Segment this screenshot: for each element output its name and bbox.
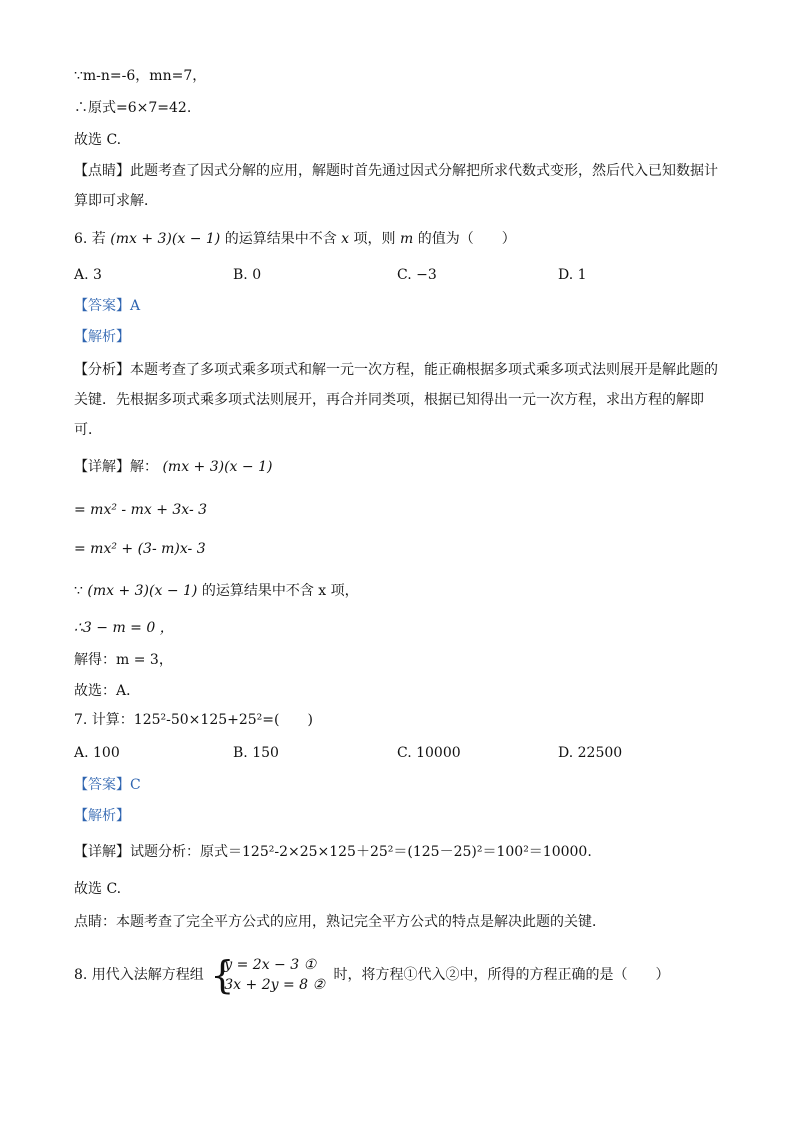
question-number: 6. 若: [74, 231, 106, 247]
option-b: B. 150: [233, 745, 279, 761]
equation-row: y = 2x − 3 ①: [224, 957, 317, 973]
option-d: D. 22500: [558, 745, 623, 761]
math-expression: (mx + 3)(x − 1): [162, 459, 273, 475]
left-brace-icon: {: [210, 953, 235, 997]
note-line: 点睛：本题考查了完全平方公式的应用，熟记完全平方公式的特点是解决此题的关键．: [74, 914, 606, 930]
question-6: [74, 229, 516, 249]
text-line: ∴原式=6×7=42.: [74, 100, 192, 116]
question-8: [74, 955, 670, 995]
answer-label: 【答案】A: [74, 298, 141, 314]
math-expression: (mx + 3)(x − 1): [110, 231, 221, 247]
question-text: 项，则: [353, 231, 396, 247]
analysis-label: 【解析】: [74, 329, 130, 345]
analysis-label: 【解析】: [74, 808, 130, 824]
question-text: 8. 用代入法解方程组: [74, 967, 204, 983]
option-d: D. 1: [558, 267, 587, 283]
text-line: 故选 C.: [74, 132, 122, 148]
text-line: ∵m-n=-6，mn=7，: [74, 68, 207, 84]
math-variable: m: [399, 231, 414, 247]
math-step: = mx² + (3- m)x- 3: [74, 541, 206, 557]
option-b: B. 0: [233, 267, 262, 283]
question-text: 的值为（ ）: [417, 231, 516, 247]
question-7: 7. 计算：125²-50×125+25²=( ): [74, 712, 313, 728]
equation-row: 3x + 2y = 8 ②: [224, 977, 326, 993]
since-line: [74, 581, 359, 601]
since-text: 的运算结果中不含 x 项，: [201, 583, 359, 599]
math-variable: x: [341, 231, 350, 247]
note-line: 【点睛】此题考查了因式分解的应用，解题时首先通过因式分解把所求代数式变形，然后代入已知数据计: [74, 163, 718, 179]
answer-label: 【答案】C: [74, 777, 141, 793]
choice-line: 故选 C.: [74, 881, 122, 897]
choice-line: 故选：A．: [74, 683, 141, 699]
note-line: 算即可求解．: [74, 193, 158, 209]
equation-system: [210, 955, 325, 995]
option-a: A. 100: [74, 745, 120, 761]
math-expression: (mx + 3)(x − 1): [87, 583, 198, 599]
math-step: = mx² - mx + 3x- 3: [74, 502, 208, 518]
because-symbol: ∵: [74, 583, 83, 599]
analysis-paragraph: 【分析】本题考查了多项式乘多项式和解一元一次方程，能正确根据多项式乘多项式法则展开是解此题的关键．先根据多项式乘多项式法则展开，再合并同类项，根据已知得出一元一次方程，求出方程的解即可．: [74, 362, 718, 438]
therefore-line: ∴3 − m = 0 ，: [74, 620, 174, 636]
question-text: 时，将方程①代入②中，所得的方程正确的是（ ）: [333, 967, 670, 983]
option-c: C. 10000: [397, 745, 461, 761]
detail-line: 【详解】试题分析：原式＝125²-2×25×125＋25²＝(125－25)²＝100²＝10000.: [74, 844, 592, 860]
option-a: A. 3: [74, 267, 102, 283]
solve-line: 解得：m = 3，: [74, 652, 173, 668]
option-c: C. −3: [397, 267, 437, 283]
detail-label: 【详解】解：: [74, 459, 158, 475]
question-text: 的运算结果中不含: [224, 231, 337, 247]
detail-line: [74, 457, 272, 477]
